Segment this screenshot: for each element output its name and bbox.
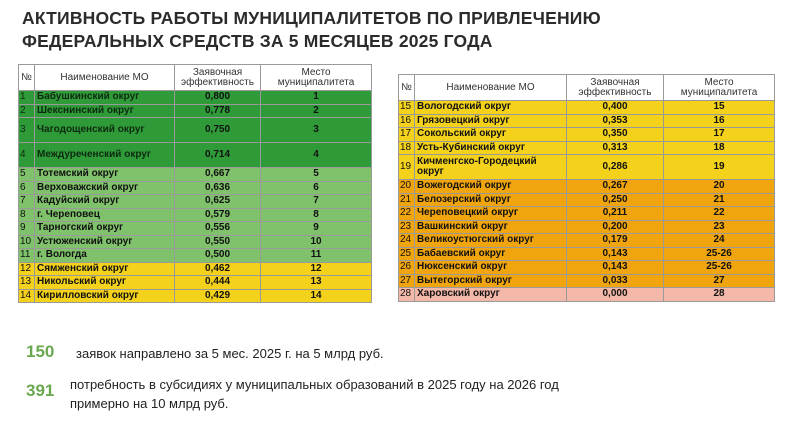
row-num: 17 [399,128,415,142]
row-num: 16 [399,114,415,128]
table-row [19,181,372,195]
header-num: № [19,65,35,91]
row-num: 4 [19,143,35,168]
row-efficiency: 0,200 [567,220,664,234]
row-name: Бабаевский округ [415,247,567,261]
table-row [399,207,775,221]
right-table-body [399,101,775,302]
row-num: 15 [399,101,415,115]
row-rank: 5 [261,168,372,182]
row-efficiency: 0,714 [175,143,261,168]
row-name: Тотемский округ [35,168,175,182]
row-efficiency: 0,313 [567,141,664,155]
table-row [399,180,775,194]
row-rank: 17 [664,128,775,142]
row-num: 14 [19,289,35,303]
row-name: Грязовецкий округ [415,114,567,128]
row-efficiency: 0,550 [175,235,261,249]
row-rank: 23 [664,220,775,234]
row-name: Верховажский округ [35,181,175,195]
row-name: Кадуйский округ [35,195,175,209]
row-name: Белозерский округ [415,193,567,207]
table-row [399,155,775,180]
header-name: Наименование МО [415,75,567,101]
row-rank: 1 [261,91,372,105]
row-rank: 6 [261,181,372,195]
row-name: Сямженский округ [35,262,175,276]
row-efficiency: 0,579 [175,208,261,222]
row-name: Великоустюгский округ [415,234,567,248]
row-efficiency: 0,800 [175,91,261,105]
table-row [399,247,775,261]
row-name: Никольский округ [35,276,175,290]
stat-subsidies-number: 391 [26,381,55,400]
row-rank: 14 [261,289,372,303]
row-rank: 20 [664,180,775,194]
stat-applications-text: заявок направлено за 5 мес. 2025 г. на 5 млрд руб. [76,346,384,361]
row-efficiency: 0,444 [175,276,261,290]
slide-title [22,7,762,53]
row-name: Вожегодский округ [415,180,567,194]
row-rank: 25-26 [664,247,775,261]
row-efficiency: 0,500 [175,249,261,263]
row-rank: 4 [261,143,372,168]
row-efficiency: 0,033 [567,274,664,288]
table-row [399,220,775,234]
row-rank: 15 [664,101,775,115]
row-num: 6 [19,181,35,195]
row-num: 25 [399,247,415,261]
header-efficiency: Заявочная эффективность [175,65,261,91]
row-rank: 19 [664,155,775,180]
header-rank: Место муниципалитета [664,75,775,101]
row-rank: 18 [664,141,775,155]
row-rank: 16 [664,114,775,128]
table-row [399,288,775,302]
table-row [19,118,372,143]
row-num: 2 [19,104,35,118]
row-num: 27 [399,274,415,288]
row-num: 9 [19,222,35,236]
row-num: 19 [399,155,415,180]
row-name: Устюженский округ [35,235,175,249]
stat-applications-number: 150 [26,342,55,361]
row-name: г. Вологда [35,249,175,263]
row-num: 24 [399,234,415,248]
row-rank: 25-26 [664,261,775,275]
row-rank: 27 [664,274,775,288]
row-num: 12 [19,262,35,276]
row-efficiency: 0,350 [567,128,664,142]
row-num: 26 [399,261,415,275]
row-name: Междуреченский округ [35,143,175,168]
row-name: г. Череповец [35,208,175,222]
row-rank: 22 [664,207,775,221]
row-name: Усть-Кубинский округ [415,141,567,155]
row-num: 13 [19,276,35,290]
table-row [399,234,775,248]
row-name: Вытегорский округ [415,274,567,288]
header-rank: Место муниципалитета [261,65,372,91]
row-num: 1 [19,91,35,105]
table-row [19,276,372,290]
table-row [399,114,775,128]
row-efficiency: 0,556 [175,222,261,236]
table-row [19,249,372,263]
table-row [19,143,372,168]
table-row [399,141,775,155]
row-num: 7 [19,195,35,209]
table-row [399,128,775,142]
row-efficiency: 0,667 [175,168,261,182]
row-efficiency: 0,353 [567,114,664,128]
row-name: Вашкинский округ [415,220,567,234]
row-name: Шекснинский округ [35,104,175,118]
row-num: 11 [19,249,35,263]
row-efficiency: 0,429 [175,289,261,303]
row-rank: 11 [261,249,372,263]
title-line-2: ФЕДЕРАЛЬНЫХ СРЕДСТВ ЗА 5 МЕСЯЦЕВ 2025 ГОДА [22,31,493,51]
row-efficiency: 0,625 [175,195,261,209]
table-row [399,193,775,207]
row-efficiency: 0,143 [567,247,664,261]
row-num: 18 [399,141,415,155]
row-rank: 10 [261,235,372,249]
row-rank: 24 [664,234,775,248]
row-num: 3 [19,118,35,143]
row-name: Нюксенский округ [415,261,567,275]
row-efficiency: 0,211 [567,207,664,221]
row-rank: 13 [261,276,372,290]
title-line-1: АКТИВНОСТЬ РАБОТЫ МУНИЦИПАЛИТЕТОВ ПО ПРИВЛЕЧЕНИЮ [22,8,601,28]
header-name: Наименование МО [35,65,175,91]
row-rank: 12 [261,262,372,276]
table-row [19,104,372,118]
row-rank: 2 [261,104,372,118]
row-num: 28 [399,288,415,302]
table-row [19,235,372,249]
table-row [399,101,775,115]
row-efficiency: 0,400 [567,101,664,115]
row-rank: 28 [664,288,775,302]
row-efficiency: 0,000 [567,288,664,302]
row-name: Сокольский округ [415,128,567,142]
table-row [19,262,372,276]
row-name: Кирилловский округ [35,289,175,303]
row-rank: 21 [664,193,775,207]
table-row [19,208,372,222]
left-table-body [19,91,372,303]
table-row [399,274,775,288]
table-row [19,91,372,105]
header-efficiency: Заявочная эффективность [567,75,664,101]
row-efficiency: 0,286 [567,155,664,180]
row-name: Тарногский округ [35,222,175,236]
row-name: Чагодощенский округ [35,118,175,143]
row-name: Вологодский округ [415,101,567,115]
row-efficiency: 0,143 [567,261,664,275]
row-efficiency: 0,179 [567,234,664,248]
row-efficiency: 0,636 [175,181,261,195]
row-name: Кичменгско-Городецкий округ [415,155,567,180]
table-row [19,222,372,236]
row-name: Бабушкинский округ [35,91,175,105]
row-num: 20 [399,180,415,194]
table-row [19,168,372,182]
row-name: Череповецкий округ [415,207,567,221]
row-num: 21 [399,193,415,207]
row-efficiency: 0,250 [567,193,664,207]
row-num: 8 [19,208,35,222]
table-row [399,261,775,275]
row-name: Харовский округ [415,288,567,302]
table-row [19,289,372,303]
row-num: 10 [19,235,35,249]
row-num: 23 [399,220,415,234]
header-num: № [399,75,415,101]
row-rank: 8 [261,208,372,222]
row-rank: 9 [261,222,372,236]
stat-subsidies-text: потребность в субсидиях у муниципальных образований в 2025 году на 2026 год примерно на 10 млрд руб. [70,377,559,411]
row-rank: 7 [261,195,372,209]
table-row [19,195,372,209]
ranking-table-left [18,64,372,303]
row-efficiency: 0,267 [567,180,664,194]
row-efficiency: 0,778 [175,104,261,118]
ranking-table-right [398,74,775,302]
row-rank: 3 [261,118,372,143]
row-efficiency: 0,462 [175,262,261,276]
row-num: 22 [399,207,415,221]
row-efficiency: 0,750 [175,118,261,143]
row-num: 5 [19,168,35,182]
